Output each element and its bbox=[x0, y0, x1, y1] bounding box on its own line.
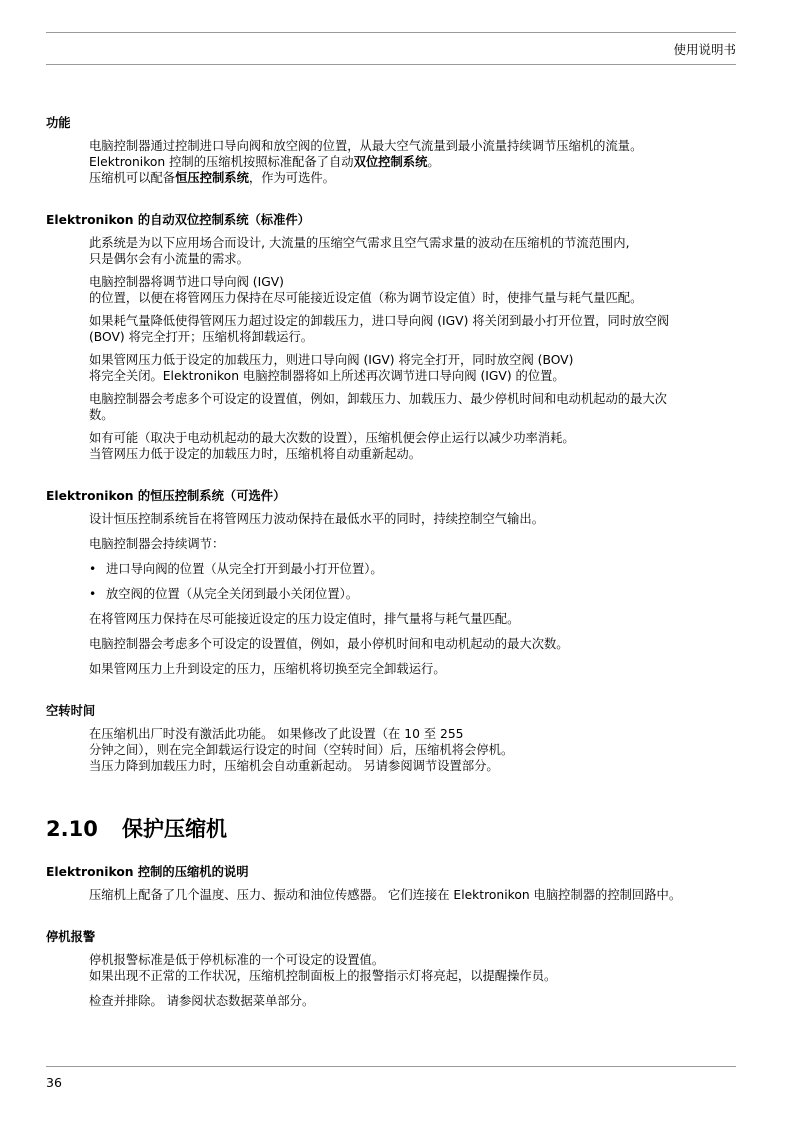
section-body-idle-time bbox=[89, 726, 740, 774]
paragraph: 电脑控制器会考虑多个可设定的设置值，例如，最小停机时间和电动机起动的最大次数。 bbox=[89, 637, 569, 651]
function-line-1: 电脑控制器通过控制进口导向阀和放空阀的位置，从最大空气流量到最小流量持续调节压缩机的流量。 bbox=[89, 139, 643, 153]
function-line-3-end: ，作为可选件。 bbox=[248, 171, 335, 185]
function-line-2 bbox=[89, 154, 740, 170]
paragraph-line: 数。 bbox=[89, 408, 114, 422]
paragraph-line: 如果耗气量降低使得管网压力超过设定的卸载压力，进口导向阀 (IGV) 将关闭到最小打开位置，同时放空阀 bbox=[89, 314, 670, 328]
document-body bbox=[46, 115, 740, 1016]
paragraph-line: 电脑控制器会考虑多个可设定的设置值，例如，卸载压力、加载压力、最少停机时间和电动机起动的最大次 bbox=[89, 392, 667, 406]
section-heading-constant-pressure: Elektronikon 的恒压控制系统（可选件） bbox=[46, 489, 286, 503]
paragraph: 如果管网压力上升到设定的压力，压缩机将切换至完全卸载运行。 bbox=[89, 662, 446, 676]
section-body-dual-control bbox=[89, 235, 740, 462]
function-line-2-end: 。 bbox=[427, 155, 440, 169]
section-body-shutdown-warning bbox=[89, 952, 740, 1009]
paragraph bbox=[89, 726, 740, 774]
paragraph-line: 在压缩机出厂时没有激活此功能。 如果修改了此设置（在 10 至 255 bbox=[89, 727, 464, 741]
footer-rule bbox=[46, 1066, 736, 1067]
paragraph bbox=[89, 313, 740, 345]
list-item-text: 进口导向阀的位置（从完全打开到最小打开位置）。 bbox=[106, 562, 383, 576]
paragraph-line: 停机报警标准是低于停机标准的一个可设定的设置值。 bbox=[89, 953, 385, 967]
bullet-icon: • bbox=[89, 587, 97, 601]
paragraph: 检查并排除。 请参阅状态数据菜单部分。 bbox=[89, 994, 315, 1008]
paragraph: 电脑控制器会持续调节： bbox=[89, 537, 225, 551]
chapter-heading bbox=[46, 816, 740, 842]
paragraph bbox=[89, 391, 740, 423]
paragraph: 设计恒压控制系统旨在将管网压力波动保持在最低水平的同时，持续控制空气输出。 bbox=[89, 512, 544, 526]
paragraph-line: 如果管网压力低于设定的加载压力，则进口导向阀 (IGV) 将完全打开，同时放空阀 (BOV) bbox=[89, 353, 574, 367]
paragraph bbox=[89, 430, 740, 462]
function-line-3 bbox=[89, 170, 740, 186]
function-line-3-text: 压缩机可以配备 bbox=[89, 171, 176, 185]
paragraph bbox=[89, 352, 740, 384]
section-body-compressor-description bbox=[89, 887, 740, 903]
paragraph: 在将管网压力保持在尽可能接近设定的压力设定值时，排气量将与耗气量匹配。 bbox=[89, 612, 520, 626]
section-body-function bbox=[89, 138, 740, 186]
paragraph-line: 如有可能（取决于电动机起动的最大次数的设置），压缩机便会停止运行以减少功率消耗。 bbox=[89, 431, 575, 445]
paragraph-line: 当管网压力低于设定的加载压力时，压缩机将自动重新起动。 bbox=[89, 447, 422, 461]
section-body-constant-pressure bbox=[89, 511, 740, 677]
paragraph-line: 只是偶尔会有小流量的需求。 bbox=[89, 252, 249, 266]
header-rule-bottom bbox=[46, 64, 736, 65]
section-heading-idle-time: 空转时间 bbox=[46, 704, 96, 718]
chapter-title: 保护压缩机 bbox=[122, 817, 227, 841]
paragraph-line: 分钟之间），则在完全卸载运行设定的时间（空转时间）后，压缩机将会停机。 bbox=[89, 743, 514, 757]
header-title: 使用说明书 bbox=[673, 42, 736, 57]
header-rule-top bbox=[46, 32, 736, 33]
paragraph-line: (BOV) 将完全打开；压缩机将卸载运行。 bbox=[89, 330, 314, 344]
function-line-2-text: Elektronikon 控制的压缩机按照标准配备了自动 bbox=[89, 155, 354, 169]
bullet-icon: • bbox=[89, 562, 97, 576]
section-heading-compressor-description: Elektronikon 控制的压缩机的说明 bbox=[46, 865, 249, 879]
paragraph bbox=[89, 274, 740, 306]
chapter-number: 2.10 bbox=[46, 817, 98, 841]
page-number: 36 bbox=[46, 1075, 62, 1090]
function-line-2-bold: 双位控制系统 bbox=[353, 155, 428, 169]
paragraph-line: 当压力降到加载压力时，压缩机会自动重新起动。 另请参阅调节设置部分。 bbox=[89, 759, 499, 773]
paragraph-line: 的位置，以便在将管网压力保持在尽可能接近设定值（称为调节设定值）时，使排气量与耗气量匹配。 bbox=[89, 291, 643, 305]
section-heading-shutdown-warning: 停机报警 bbox=[46, 930, 96, 944]
list-item bbox=[89, 586, 740, 602]
paragraph bbox=[89, 235, 740, 267]
list-item bbox=[89, 561, 740, 577]
paragraph-line: 如果出现不正常的工作状况，压缩机控制面板上的报警指示灯将亮起，以提醒操作员。 bbox=[89, 969, 557, 983]
section-heading-function: 功能 bbox=[46, 116, 71, 130]
paragraph-line: 将完全关闭。Elektronikon 电脑控制器将如上所述再次调节进口导向阀 (IGV) 的位置。 bbox=[89, 369, 565, 383]
paragraph-line: 此系统是为以下应用场合而设计, 大流量的压缩空气需求且空气需求量的波动在压缩机的节流范围内, bbox=[89, 236, 630, 250]
function-line-3-bold: 恒压控制系统 bbox=[175, 171, 249, 185]
paragraph: 压缩机上配备了几个温度、压力、振动和油位传感器。 它们连接在 Elektronikon 电脑控制器的控制回路中。 bbox=[89, 888, 682, 902]
list-item-text: 放空阀的位置（从完全关闭到最小关闭位置）。 bbox=[106, 587, 359, 601]
paragraph bbox=[89, 952, 740, 984]
section-heading-dual-control: Elektronikon 的自动双位控制系统（标准件） bbox=[46, 213, 310, 227]
paragraph-line: 电脑控制器将调节进口导向阀 (IGV) bbox=[89, 275, 284, 289]
